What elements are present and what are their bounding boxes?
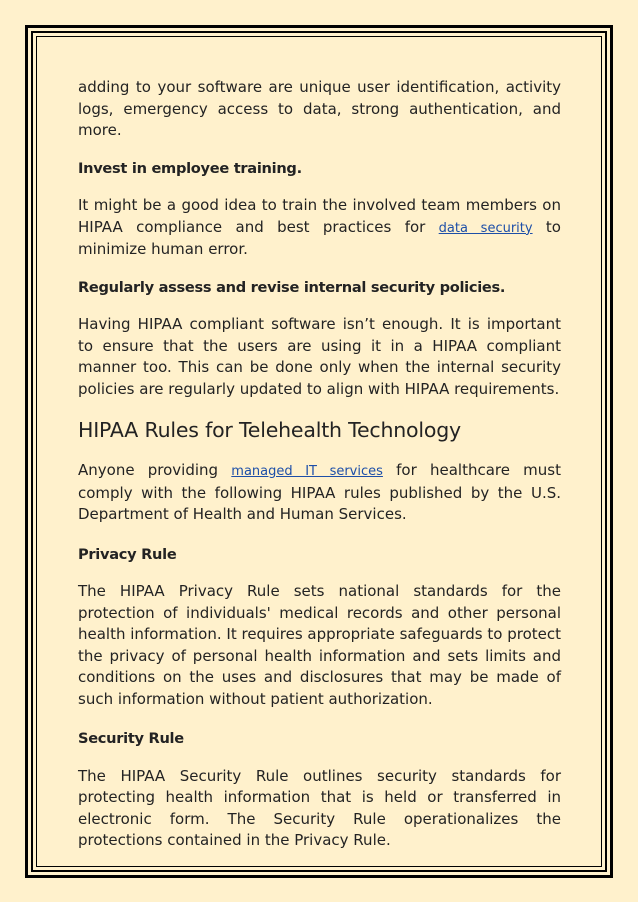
data-security-link[interactable]: data security <box>438 220 533 236</box>
security-rule-heading: Security Rule <box>78 730 184 747</box>
rules-intro-paragraph <box>78 460 561 526</box>
policies-paragraph: Having HIPAA compliant software isn’t enough. It is important to ensure that the users are using it in a HIPAA compliant manner too. This can be done only when the internal security policies are regularly updated to align with HIPAA requirements. <box>78 315 561 398</box>
training-heading: Invest in employee training. <box>78 159 302 177</box>
privacy-rule-heading: Privacy Rule <box>78 545 177 563</box>
training-text-after: to minimize human error. <box>78 217 561 258</box>
rules-text-before: Anyone providing <box>78 461 232 479</box>
training-text-before: It might be a good idea to train the involved team members on HIPAA compliance and best practices for <box>78 196 561 236</box>
managed-it-services-link[interactable]: managed IT services <box>231 464 383 479</box>
privacy-rule-paragraph: The HIPAA Privacy Rule sets national standards for the protection of individuals' medical records and other personal health information. It requires appropriate safeguards to protect the privacy of personal health information and sets limits and conditions on the uses and disclosures that may be made of such information without patient authorization. <box>78 582 561 708</box>
rules-text-after: for healthcare must comply with the following HIPAA rules published by the U.S. Department of Health and Human Services. <box>78 461 561 523</box>
document-body <box>78 77 561 852</box>
section-title: HIPAA Rules for Telehealth Technology <box>78 418 461 442</box>
security-rule-paragraph: The HIPAA Security Rule outlines security standards for protecting health information that is held or transferred in electronic form. The Security Rule operationalizes the protections contained in the Privacy Rule. <box>78 766 561 849</box>
policies-heading: Regularly assess and revise internal security policies. <box>78 278 506 296</box>
training-paragraph <box>78 195 561 261</box>
intro-paragraph: adding to your software are unique user identification, activity logs, emergency access to data, strong authentication, and more. <box>78 78 561 139</box>
